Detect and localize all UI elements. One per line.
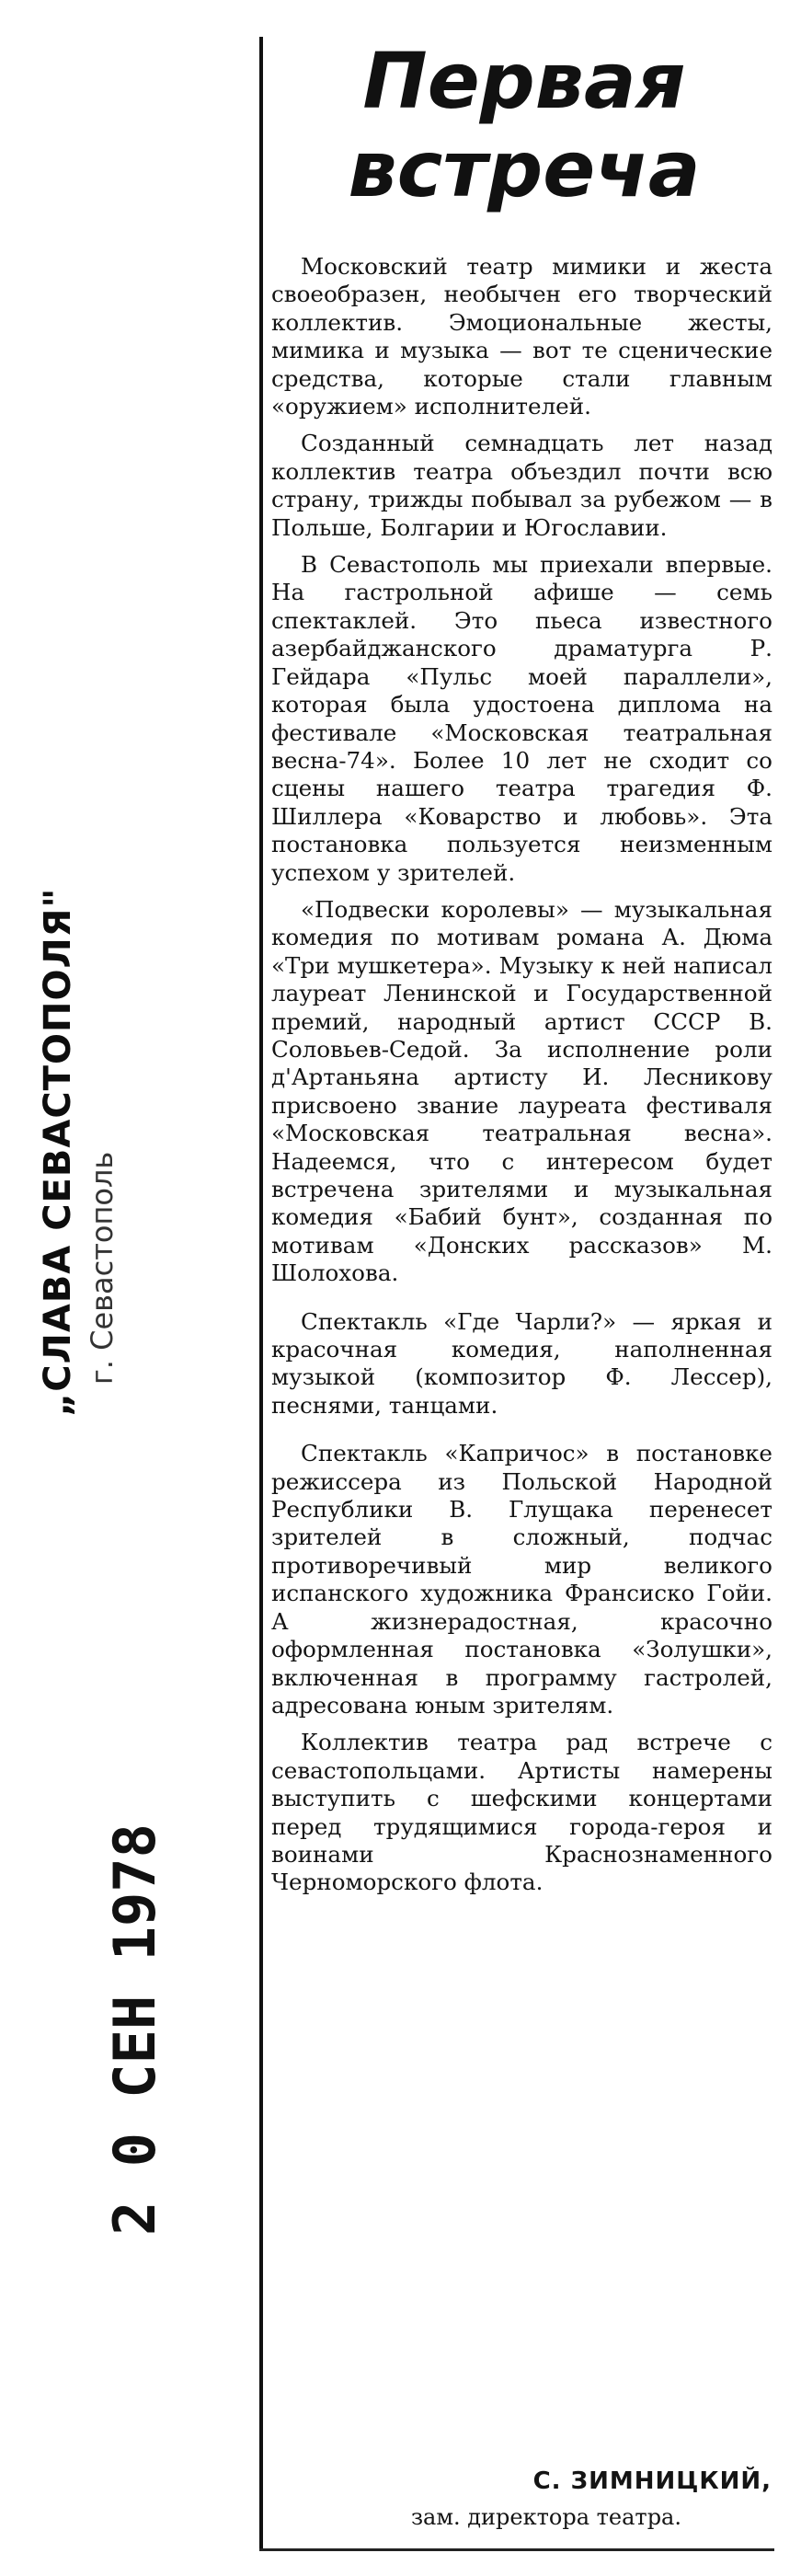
article-headline xyxy=(276,37,772,213)
paragraph: «Подвески королевы» — музыкальная комедия по мотивам романа А. Дюма «Три мушкетера». Музыку к ней написал лауреат Ленинской и Государственной премий, народный артист СССР В. Соловьев-Седой. За исполнение роли д'Артаньяна артисту И. Лесникову присвоено звание лауреата фестиваля «Московская театральная весна». Надеемся, что с интересом будет встречена зрителями и музыкальная комедия «Бабий бунт», созданная по мотивам «Донских рассказов» М. Шолохова. xyxy=(271,895,772,1287)
column-rule-left xyxy=(259,37,263,2548)
paragraph: В Севастополь мы приехали впервые. На гастрольной афише — семь спектаклей. Это пьеса известного азербайджанского драматурга Р. Гейдара «Пульс моей параллели», которая была удостоена диплома на фестивале «Московская театральная весна-74». Более 10 лет не сходит со сцены нашего театра трагедия Ф. Шиллера «Коварство и любовь». Эта постановка пользуется неизменным успехом у зрителей. xyxy=(271,551,772,886)
column-rule-bottom xyxy=(259,2548,774,2551)
paragraph: Созданный семнадцать лет назад коллектив театра объездил почти всю страну, трижды побывал за рубежом — в Польше, Болгарии и Югославии. xyxy=(271,430,772,541)
newspaper-city: г. Севастополь xyxy=(85,1151,120,1385)
newspaper-stamp xyxy=(37,887,202,2236)
author-name: С. ЗИМНИЦКИЙ, xyxy=(532,2467,772,2495)
publication-date: 2 0 СЕН 1978 xyxy=(101,1823,168,2236)
paragraph: Спектакль «Где Чарли?» — яркая и красочная комедия, наполненная музыкой (композитор Ф. Лессер), песнями, танцами. xyxy=(271,1307,772,1419)
newspaper-name: „СЛАВА СЕВАСТОПОЛЯ" xyxy=(37,887,79,1417)
paragraph: Коллектив театра рад встрече с севастопольцами. Артисты намерены выступить с шефскими концертами перед трудящимися города-героя и воинами Краснознаменного Черноморского флота. xyxy=(271,1729,772,1896)
paragraph: Московский театр мимики и жеста своеобразен, необычен его творческий коллектив. Эмоциональные жесты, мимика и музыка — вот те сценические средства, которые стали главным «оружием» исполнителей. xyxy=(271,253,772,420)
author-role: зам. директора театра. xyxy=(410,2504,681,2530)
paragraph: Спектакль «Капричос» в постановке режиссера из Польской Народной Республики В. Глущака перенесет зрителей в сложный, подчас противоречивый мир великого испанского художника Франсиско Гойи. А жизнерадостная, красочно оформленная постановка «Золушки», включенная в программу гастролей, адресована юным зрителям. xyxy=(271,1440,772,1719)
headline-line-2: встреча xyxy=(348,124,701,214)
headline-line-1: Первая xyxy=(362,36,686,126)
article-body xyxy=(271,253,772,1906)
